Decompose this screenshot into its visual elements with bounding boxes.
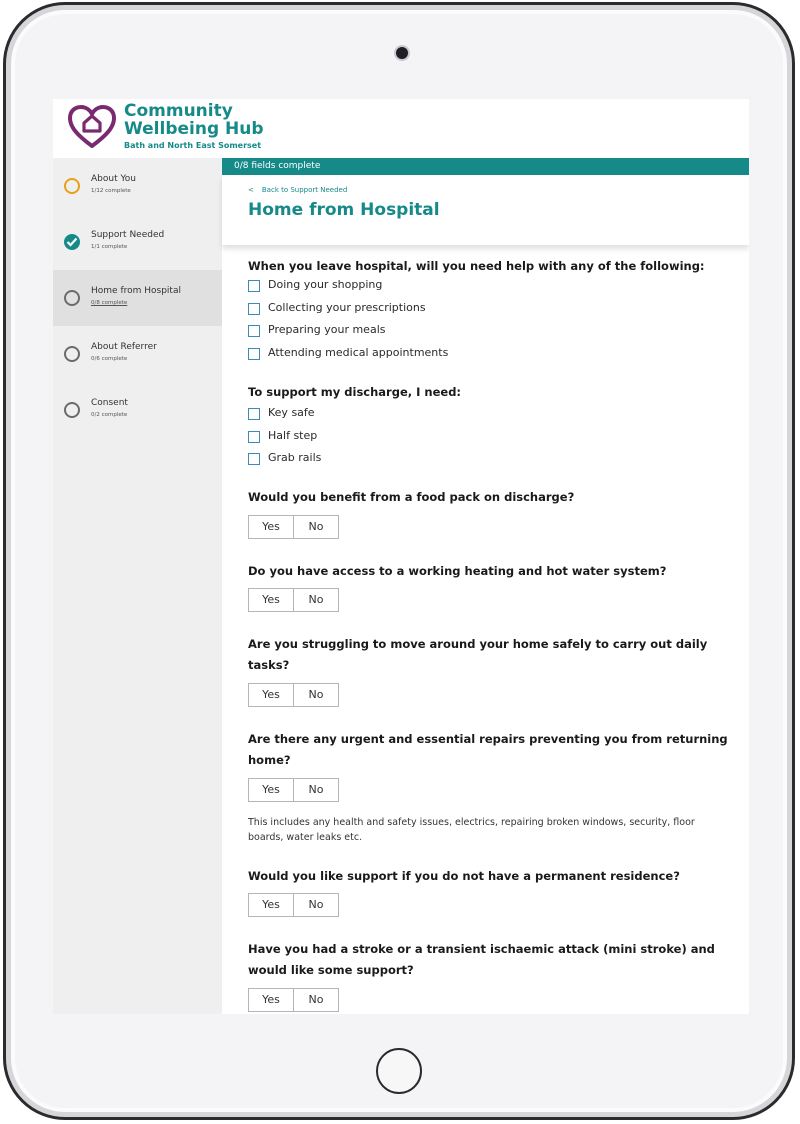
yes-button[interactable]: Yes <box>249 684 294 706</box>
sidebar-item-progress: 0/6 complete <box>91 356 128 362</box>
no-button[interactable]: No <box>308 520 324 533</box>
question-repairs: Are there any urgent and essential repairs preventing you from returning home? <box>248 732 728 767</box>
yes-no-toggle-food-pack <box>248 515 339 539</box>
empty-circle-icon <box>64 346 80 362</box>
sidebar-item-progress: 0/8 complete <box>91 300 128 306</box>
question-heating: Do you have access to a working heating and hot water system? <box>248 564 667 578</box>
sidebar-item-progress: 0/2 complete <box>91 412 128 418</box>
sidebar-item-support-needed[interactable] <box>53 214 222 270</box>
checkbox-label: Attending medical appointments <box>268 346 449 359</box>
question-help-needed: When you leave hospital, will you need help with any of the following: <box>248 259 705 273</box>
sidebar-item-about-referrer[interactable] <box>53 326 222 382</box>
no-button[interactable]: No <box>308 783 324 796</box>
checkbox-label: Grab rails <box>268 451 322 464</box>
sidebar-item-label: Consent <box>91 398 128 408</box>
empty-circle-icon <box>64 402 80 418</box>
checkbox-label: Half step <box>268 429 318 442</box>
sidebar <box>53 158 222 1014</box>
question-discharge-needs: To support my discharge, I need: <box>248 385 462 399</box>
yes-no-toggle-residence <box>248 893 339 917</box>
checkbox[interactable] <box>248 280 260 292</box>
back-link[interactable] <box>248 186 347 194</box>
sidebar-item-consent[interactable] <box>53 382 222 438</box>
sidebar-item-progress: 1/12 complete <box>91 188 131 194</box>
app-header <box>53 99 749 158</box>
yes-button[interactable]: Yes <box>249 779 294 801</box>
heart-house-logo-icon <box>67 104 117 150</box>
checkbox[interactable] <box>248 453 260 465</box>
sidebar-item-label: About You <box>91 174 136 184</box>
check-circle-icon <box>64 234 80 250</box>
progress-text: 0/8 fields complete <box>234 161 321 171</box>
sidebar-item-progress: 1/1 complete <box>91 244 128 250</box>
progress-bar <box>222 158 749 175</box>
checkbox[interactable] <box>248 431 260 443</box>
sidebar-item-home-from-hospital[interactable] <box>53 270 222 326</box>
in-progress-circle-icon <box>64 178 80 194</box>
no-button[interactable]: No <box>308 898 324 911</box>
brand-title-line1: Community <box>124 101 233 121</box>
brand-subtitle: Bath and North East Somerset <box>124 141 262 150</box>
yes-button[interactable]: Yes <box>249 989 294 1011</box>
repairs-hint-text: This includes any health and safety issues, electrics, repairing broken windows, security, floor boards, water leaks etc. <box>248 817 695 843</box>
brand-title-line2: Wellbeing Hub <box>124 119 264 139</box>
question-residence: Would you like support if you do not have a permanent residence? <box>248 869 680 883</box>
yes-no-toggle-repairs <box>248 778 339 802</box>
chevron-left-icon: < <box>248 186 254 194</box>
question-stroke: Have you had a stroke or a transient ischaemic attack (mini stroke) and would like some support? <box>248 942 715 977</box>
empty-circle-icon <box>64 290 80 306</box>
home-button[interactable] <box>376 1048 422 1094</box>
checkbox-label: Doing your shopping <box>268 278 383 291</box>
question-mobility: Are you struggling to move around your home safely to carry out daily tasks? <box>248 637 708 672</box>
question-food-pack: Would you benefit from a food pack on discharge? <box>248 490 575 504</box>
sidebar-item-label: About Referrer <box>91 342 157 352</box>
yes-button[interactable]: Yes <box>249 894 294 916</box>
yes-no-toggle-heating <box>248 588 339 612</box>
sidebar-item-about-you[interactable] <box>53 158 222 214</box>
main-header <box>222 175 749 245</box>
no-button[interactable]: No <box>308 593 324 606</box>
app-screen <box>53 99 749 1014</box>
checkbox[interactable] <box>248 408 260 420</box>
checkbox[interactable] <box>248 348 260 360</box>
sidebar-item-label: Support Needed <box>91 230 165 240</box>
checkbox-label: Preparing your meals <box>268 323 386 336</box>
checkbox-label: Collecting your prescriptions <box>268 301 426 314</box>
no-button[interactable]: No <box>308 688 324 701</box>
brand-title <box>124 102 264 138</box>
checkbox-label: Key safe <box>268 406 315 419</box>
yes-button[interactable]: Yes <box>249 589 294 611</box>
yes-button[interactable]: Yes <box>249 516 294 538</box>
yes-no-toggle-mobility <box>248 683 339 707</box>
camera-icon <box>396 47 408 59</box>
back-link-label: Back to Support Needed <box>261 186 348 194</box>
sidebar-item-label: Home from Hospital <box>91 286 181 296</box>
no-button[interactable]: No <box>308 993 324 1006</box>
checkbox[interactable] <box>248 303 260 315</box>
checkbox[interactable] <box>248 325 260 337</box>
page-title: Home from Hospital <box>248 200 440 220</box>
yes-no-toggle-stroke <box>248 988 339 1012</box>
